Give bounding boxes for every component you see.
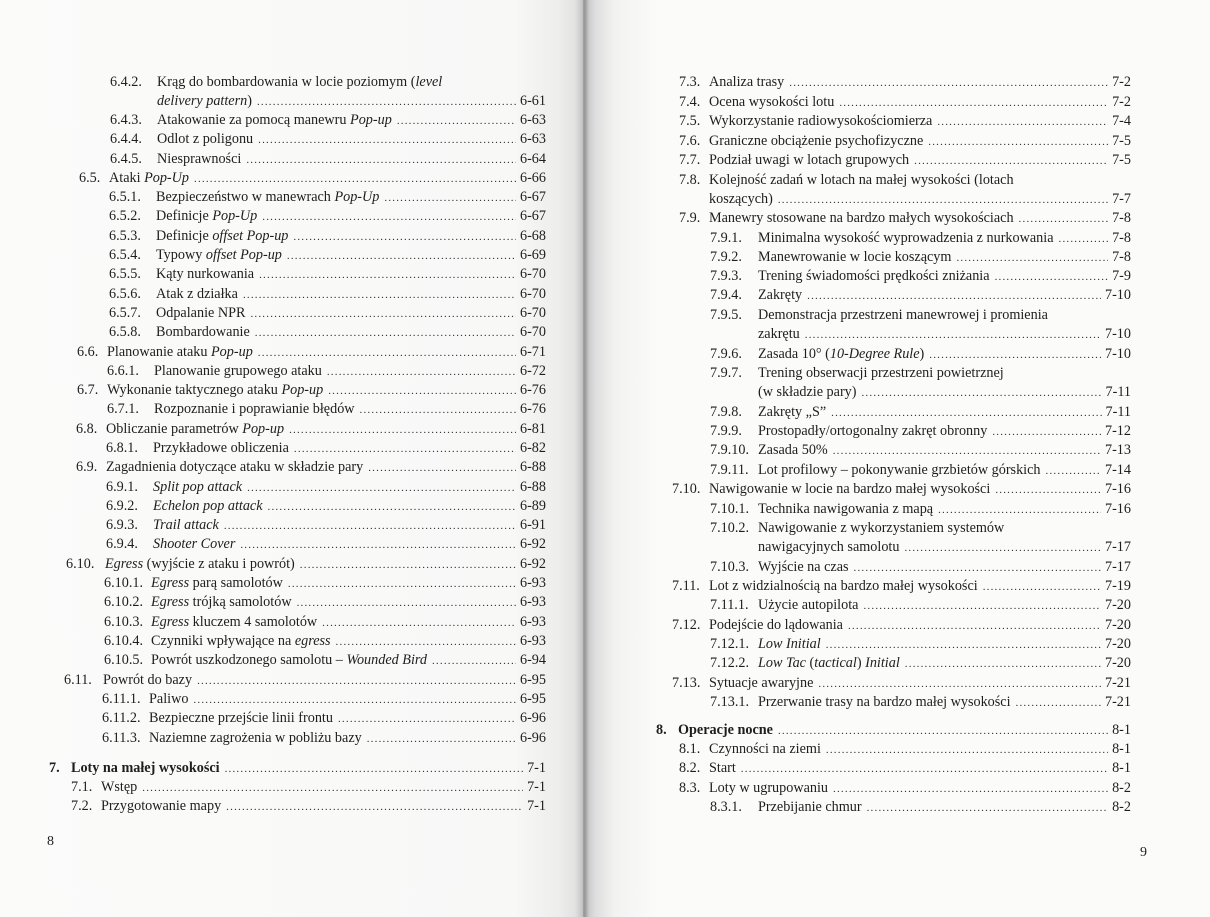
toc-page: 7-10 [1104,326,1131,342]
toc-title: delivery pattern) [157,93,252,109]
page-number: 9 [1140,845,1147,860]
toc-page: 6-66 [519,170,546,186]
toc-number: 6.11.3. [102,730,141,746]
toc-entry [79,169,546,188]
toc-page: 6-92 [519,556,546,572]
toc-title: Minimalna wysokość wyprowadzenia z nurkowania [758,230,1054,246]
toc-number: 6.11.1. [102,691,141,707]
right-page [583,0,1210,917]
toc-entry [710,286,1131,305]
toc-page: 7-8 [1112,249,1131,265]
toc-title: Bezpieczne przejście linii frontu [149,710,333,726]
toc-page: 6-70 [519,286,546,302]
toc-title: Ataki Pop-Up [109,170,189,186]
toc-title: Podział uwagi w lotach grupowych [709,152,910,168]
toc-title: Technika nawigowania z mapą [758,501,934,517]
toc-entry [104,593,546,612]
toc-title: Przygotowanie mapy [101,798,222,814]
toc-title: Atakowanie za pomocą manewru Pop-up [157,112,392,128]
toc-entry [110,150,546,169]
toc-title: Split pop attack [153,479,243,495]
toc-page: 6-93 [519,594,546,610]
toc-number: 7.12.1. [710,636,750,652]
toc-entry [679,759,1131,778]
toc-page: 6-88 [519,479,546,495]
toc-entry [102,729,546,748]
toc-page: 7-17 [1104,539,1131,555]
toc-title: Definicje Pop-Up [156,208,258,224]
toc-number: 7.10.2. [710,520,750,536]
toc-entry [77,381,546,400]
toc-page: 6-92 [519,536,546,552]
toc-title: Czynniki wpływające na egress [151,633,331,649]
toc-entry [77,343,546,362]
toc-page: 7-1 [527,798,546,814]
toc-page: 6-63 [519,112,546,128]
toc-title: Shooter Cover [153,536,236,552]
toc-number: 6.5.7. [109,305,141,321]
toc-page: 7-8 [1112,210,1131,226]
toc-title: Planowanie ataku Pop-up [107,344,253,360]
toc-entry [104,613,546,632]
toc-number: 6.11. [64,672,92,688]
toc-title: Bombardowanie [156,324,250,340]
toc-entry [679,151,1131,170]
toc-title: Przebijanie chmur [758,799,862,815]
toc-page: 7-11 [1105,404,1131,420]
toc-page: 8-1 [1112,760,1131,776]
toc-entry [107,400,546,419]
toc-title: Odlot z poligonu [157,131,254,147]
toc-number: 6.4.4. [110,131,142,147]
toc-page: 6-82 [519,440,546,456]
toc-page: 6-70 [519,266,546,282]
toc-page: 7-2 [1112,74,1131,90]
toc-entry [102,690,546,709]
toc-page: 7-14 [1104,462,1131,478]
toc-title: Lot profilowy – pokonywanie grzbietów górskich [758,462,1041,478]
toc-entry [710,461,1131,480]
toc-entry [710,345,1131,364]
toc-number: 6.5.1. [109,189,141,205]
toc-page: 7-20 [1104,597,1131,613]
toc-number: 7.6. [679,133,701,149]
toc-title: Lot z widzialnością na bardzo małej wysokości [709,578,978,594]
toc-page: 7-1 [527,760,546,776]
toc-title: Powrót do bazy [103,672,193,688]
toc-entry [679,209,1131,228]
toc-entry [710,364,1131,383]
toc-entry [679,112,1131,131]
toc-title: koszących) [709,191,773,207]
toc-page: 7-5 [1112,152,1131,168]
toc-number: 7.4. [679,94,701,110]
toc-entry [710,596,1131,615]
toc-number: 7. [49,760,60,776]
toc-title: Operacje nocne [678,722,773,738]
toc-entry [679,73,1131,92]
toc-entry [710,654,1131,673]
toc-title: Zagadnienia dotyczące ataku w składzie pary [106,459,364,475]
toc-number: 6.8.1. [106,440,138,456]
toc-number: 7.9.6. [710,346,742,362]
toc-number: 7.3. [679,74,701,90]
toc-page: 8-2 [1112,780,1131,796]
toc-entry [106,439,546,458]
toc-entry [76,458,546,477]
toc-page: 6-89 [519,498,546,514]
toc-number: 7.9.8. [710,404,742,420]
toc-entry [710,519,1131,538]
toc-entry [107,362,546,381]
toc-title: Ocena wysokości lotu [709,94,835,110]
toc-page: 7-17 [1104,559,1131,575]
toc-entry [66,555,546,574]
toc-number: 7.13. [672,675,701,691]
toc-page: 7-1 [527,779,546,795]
toc-entry [758,383,1131,402]
toc-entry [710,558,1131,577]
toc-page: 7-21 [1104,675,1131,691]
toc-entry [710,267,1131,286]
toc-number: 6.9.3. [106,517,138,533]
toc-page: 7-16 [1104,501,1131,517]
toc-page: 6-67 [519,208,546,224]
toc-title: Graniczne obciążenie psychofizyczne [709,133,924,149]
toc-entry [110,130,546,149]
toc-entry [710,306,1131,325]
toc-page: 7-16 [1104,481,1131,497]
toc-entry [672,674,1131,693]
toc-title: Czynności na ziemi [709,741,821,757]
toc-page: 6-71 [519,344,546,360]
toc-number: 6.9. [76,459,98,475]
toc-title: Loty w ugrupowaniu [709,780,829,796]
toc-entry [109,265,546,284]
toc-number: 8. [656,722,667,738]
toc-title: Odpalanie NPR [156,305,246,321]
toc-number: 7.9.1. [710,230,742,246]
toc-number: 7.10.1. [710,501,750,517]
toc-title: Nawigowanie z wykorzystaniem systemów [758,520,1005,536]
toc-title: Egress (wyjście z ataku i powrót) [105,556,295,572]
toc-page: 7-11 [1105,384,1131,400]
toc-title: Sytuacje awaryjne [709,675,814,691]
toc-page: 7-7 [1112,191,1131,207]
toc-number: 7.9.4. [710,287,742,303]
toc-entry [710,248,1131,267]
toc-title: Typowy offset Pop-up [156,247,282,263]
toc-entry [110,111,546,130]
toc-number: 7.7. [679,152,701,168]
toc-title: Egress kluczem 4 samolotów [151,614,318,630]
toc-page: 7-2 [1112,94,1131,110]
toc-title: Paliwo [149,691,189,707]
toc-number: 6.10.4. [104,633,144,649]
left-page [0,0,583,917]
toc-title: Użycie autopilota [758,597,859,613]
toc-entry [109,207,546,226]
toc-entry [104,651,546,670]
toc-entry [679,132,1131,151]
toc-page: 6-69 [519,247,546,263]
toc-entry [758,325,1131,344]
toc-title: (w składzie pary) [758,384,857,400]
toc-entry [64,671,546,690]
page-number: 8 [47,834,54,849]
toc-title: Trening obserwacji przestrzeni powietrznej [758,365,1004,381]
toc-number: 7.11.1. [710,597,749,613]
toc-page: 8-1 [1112,722,1131,738]
toc-number: 6.5.4. [109,247,141,263]
toc-entry [709,190,1131,209]
toc-entry [109,285,546,304]
toc-title: Trening świadomości prędkości zniżania [758,268,990,284]
toc-entry [106,535,546,554]
toc-entry [109,188,546,207]
toc-title: Bezpieczeństwo w manewrach Pop-Up [156,189,380,205]
toc-title: Low Initial [758,636,821,652]
toc-entry [102,709,546,728]
toc-entry [104,632,546,651]
toc-number: 7.9.9. [710,423,742,439]
toc-title: Egress trójką samolotów [151,594,292,610]
toc-entry [106,497,546,516]
toc-entry [710,635,1131,654]
toc-number: 7.9.10. [710,442,750,458]
toc-page: 7-9 [1112,268,1131,284]
toc-chapter [656,721,1131,740]
toc-title: Start [709,760,736,776]
toc-title: Loty na małej wysokości [71,760,220,776]
toc-number: 7.13.1. [710,694,750,710]
toc-title: Niesprawności [157,151,242,167]
toc-title: Wyjście na czas [758,559,849,575]
toc-page: 6-76 [519,382,546,398]
toc-entry [672,577,1131,596]
toc-number: 6.4.5. [110,151,142,167]
toc-entry [679,93,1131,112]
toc-title: Atak z działka [156,286,238,302]
toc-title: Egress parą samolotów [151,575,283,591]
toc-number: 8.1. [679,741,701,757]
toc-page: 7-20 [1104,617,1131,633]
toc-title: Wykonanie taktycznego ataku Pop-up [107,382,324,398]
toc-entry [109,304,546,323]
toc-number: 7.2. [71,798,93,814]
toc-entry [710,229,1131,248]
toc-number: 6.7.1. [107,401,139,417]
toc-number: 6.5.5. [109,266,141,282]
toc-title: Manewrowanie w locie koszącym [758,249,952,265]
toc-page: 6-63 [519,131,546,147]
toc-entry [106,516,546,535]
toc-entry [672,616,1131,635]
toc-entry [109,227,546,246]
toc-entry [758,538,1131,557]
toc-title: Nawigowanie w locie na bardzo małej wysokości [709,481,991,497]
toc-title: Kolejność zadań w lotach na małej wysokości (lotach [709,172,1014,188]
toc-page: 7-4 [1112,113,1131,129]
toc-number: 7.9.3. [710,268,742,284]
toc-number: 6.10.5. [104,652,144,668]
toc-entry [71,797,546,816]
toc-page: 6-94 [519,652,546,668]
toc-title: Trail attack [153,517,219,533]
toc-page: 6-70 [519,305,546,321]
toc-number: 6.7. [77,382,99,398]
toc-title: Zakręty „S” [758,404,827,420]
toc-entry [679,740,1131,759]
toc-number: 8.3. [679,780,701,796]
toc-number: 7.5. [679,113,701,129]
toc-number: 6.4.3. [110,112,142,128]
toc-title: Analiza trasy [709,74,785,90]
toc-page: 6-72 [519,363,546,379]
toc-page: 6-67 [519,189,546,205]
toc-entry [157,92,546,111]
toc-title: Manewry stosowane na bardzo małych wysokościach [709,210,1014,226]
toc-entry [672,480,1131,499]
toc-title: Zasada 50% [758,442,828,458]
toc-entry [710,500,1131,519]
toc-page: 6-81 [519,421,546,437]
toc-title: Planowanie grupowego ataku [154,363,322,379]
toc-number: 7.12. [672,617,701,633]
toc-page: 6-96 [519,710,546,726]
toc-entry [104,574,546,593]
toc-page: 7-20 [1104,636,1131,652]
toc-title: Powrót uszkodzonego samolotu – Wounded Bird [151,652,427,668]
toc-title: Demonstracja przestrzeni manewrowej i promienia [758,307,1048,323]
toc-page: 6-93 [519,575,546,591]
toc-number: 7.12.2. [710,655,750,671]
toc-number: 6.6. [77,344,99,360]
toc-title: Krąg do bombardowania w locie poziomym (level [157,74,443,90]
toc-number: 6.9.1. [106,479,138,495]
toc-number: 8.2. [679,760,701,776]
toc-entry [679,779,1131,798]
toc-page: 7-19 [1104,578,1131,594]
toc-number: 7.9.2. [710,249,742,265]
toc-page: 7-5 [1112,133,1131,149]
toc-entry [710,441,1131,460]
toc-page: 8-1 [1112,741,1131,757]
toc-number: 7.9.7. [710,365,742,381]
toc-title: Naziemne zagrożenia w pobliżu bazy [149,730,362,746]
toc-page: 6-95 [519,691,546,707]
toc-page: 6-93 [519,633,546,649]
toc-entry [109,323,546,342]
toc-entry [76,420,546,439]
toc-entry [679,171,1131,190]
toc-title: nawigacyjnych samolotu [758,539,900,555]
toc-page: 7-8 [1112,230,1131,246]
toc-page: 7-13 [1104,442,1131,458]
toc-entry [710,693,1131,712]
toc-title: Wykorzystanie radiowysokościomierza [709,113,933,129]
toc-page: 6-88 [519,459,546,475]
toc-number: 6.5.6. [109,286,141,302]
toc-number: 7.10.3. [710,559,750,575]
toc-title: Obliczanie parametrów Pop-up [106,421,285,437]
toc-page: 6-64 [519,151,546,167]
toc-page: 6-68 [519,228,546,244]
toc-number: 6.10.3. [104,614,144,630]
toc-number: 6.6.1. [107,363,139,379]
toc-title: Low Tac (tactical) Initial [758,655,900,671]
toc-number: 7.9.5. [710,307,742,323]
toc-page: 7-10 [1104,346,1131,362]
toc-title: Przykładowe obliczenia [153,440,289,456]
toc-number: 6.9.4. [106,536,138,552]
toc-title: Wstęp [101,779,138,795]
toc-number: 6.5.3. [109,228,141,244]
toc-title: Rozpoznanie i poprawianie błędów [154,401,355,417]
toc-number: 7.8. [679,172,701,188]
toc-number: 6.10.2. [104,594,144,610]
toc-number: 6.5.8. [109,324,141,340]
toc-title: zakrętu [758,326,800,342]
toc-page: 7-21 [1104,694,1131,710]
toc-page: 6-91 [519,517,546,533]
toc-number: 7.1. [71,779,93,795]
toc-chapter [49,759,546,778]
toc-entry [71,778,546,797]
toc-title: Prostopadły/ortogonalny zakręt obronny [758,423,988,439]
toc-title: Zakręty [758,287,803,303]
toc-number: 6.10. [66,556,95,572]
toc-title: Przerwanie trasy na bardzo małej wysokości [758,694,1011,710]
toc-number: 6.11.2. [102,710,141,726]
toc-page: 6-61 [519,93,546,109]
toc-number: 6.9.2. [106,498,138,514]
book-spine [575,0,589,917]
toc-page: 6-70 [519,324,546,340]
toc-title: Zasada 10° (10-Degree Rule) [758,346,925,362]
toc-number: 6.4.2. [110,74,142,90]
toc-entry [710,798,1131,817]
toc-title: Podejście do lądowania [709,617,843,633]
toc-number: 6.10.1. [104,575,144,591]
toc-title: Definicje offset Pop-up [156,228,289,244]
toc-title: Echelon pop attack [153,498,263,514]
toc-page: 7-12 [1104,423,1131,439]
toc-entry [710,422,1131,441]
toc-page: 6-76 [519,401,546,417]
toc-number: 6.8. [76,421,98,437]
toc-page: 8-2 [1112,799,1131,815]
toc-page: 7-10 [1104,287,1131,303]
toc-number: 7.9. [679,210,701,226]
toc-number: 8.3.1. [710,799,742,815]
toc-page: 6-95 [519,672,546,688]
toc-number: 6.5. [79,170,101,186]
toc-entry [109,246,546,265]
toc-number: 6.5.2. [109,208,141,224]
toc-entry [110,73,546,92]
toc-page: 6-93 [519,614,546,630]
toc-number: 7.11. [672,578,700,594]
toc-number: 7.10. [672,481,701,497]
toc-number: 7.9.11. [710,462,749,478]
toc-entry [106,478,546,497]
toc-page: 7-20 [1104,655,1131,671]
toc-page: 6-96 [519,730,546,746]
toc-title: Kąty nurkowania [156,266,255,282]
toc-entry [710,403,1131,422]
